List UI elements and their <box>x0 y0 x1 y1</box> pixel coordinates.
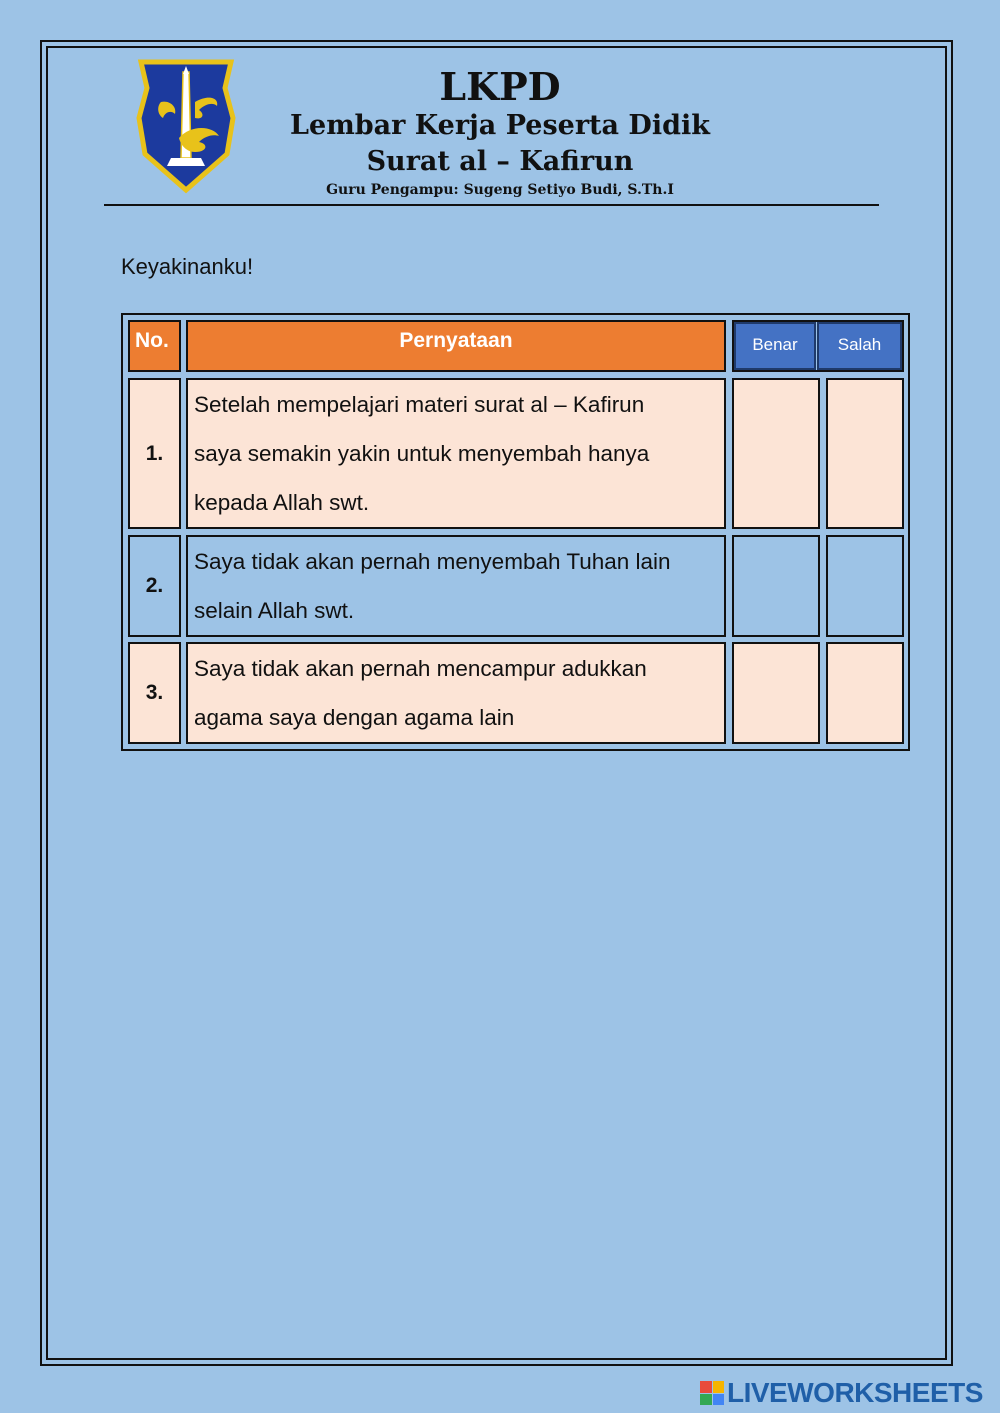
surabaya-emblem-icon <box>133 58 239 194</box>
statement-text <box>186 642 726 744</box>
column-header-false: Salah <box>817 322 902 370</box>
watermark-text: LIVEWORKSHEETS <box>727 1377 983 1408</box>
statement-line: agama saya dengan agama lain <box>194 705 515 730</box>
column-header-no: No. <box>128 320 181 372</box>
statement-line: Setelah mempelajari materi surat al – Kafirun <box>194 392 645 417</box>
teacher-name: Guru Pengampu: Sugeng Setiyo Budi, S.Th.I <box>326 182 674 198</box>
worksheet-subtitle: Lembar Kerja Peserta Didik <box>290 110 710 141</box>
statement-line: saya semakin yakin untuk menyembah hanya <box>194 441 650 466</box>
worksheet-topic: Surat al – Kafirun <box>366 146 634 177</box>
answer-true-cell[interactable] <box>732 378 820 529</box>
row-number: 3. <box>128 642 181 744</box>
header-divider <box>104 204 879 206</box>
statement-line: kepada Allah swt. <box>194 490 370 515</box>
statement-line: selain Allah swt. <box>194 598 355 623</box>
answer-false-cell[interactable] <box>826 642 904 744</box>
row-number: 1. <box>128 378 181 529</box>
liveworksheets-watermark <box>700 1378 983 1408</box>
column-header-true: Benar <box>734 322 816 370</box>
statement-line: Saya tidak akan pernah mencampur adukkan <box>194 656 647 681</box>
answer-true-cell[interactable] <box>732 535 820 637</box>
column-header-statement: Pernyataan <box>186 320 726 372</box>
section-label: Keyakinanku! <box>121 254 254 279</box>
statement-line: Saya tidak akan pernah menyembah Tuhan lain <box>194 549 671 574</box>
worksheet-title: LKPD <box>439 64 561 109</box>
answer-true-cell[interactable] <box>732 642 820 744</box>
answer-false-cell[interactable] <box>826 535 904 637</box>
liveworksheets-logo-icon <box>700 1381 724 1405</box>
answer-false-cell[interactable] <box>826 378 904 529</box>
row-number: 2. <box>128 535 181 637</box>
statement-text <box>186 535 726 637</box>
statement-text <box>186 378 726 529</box>
